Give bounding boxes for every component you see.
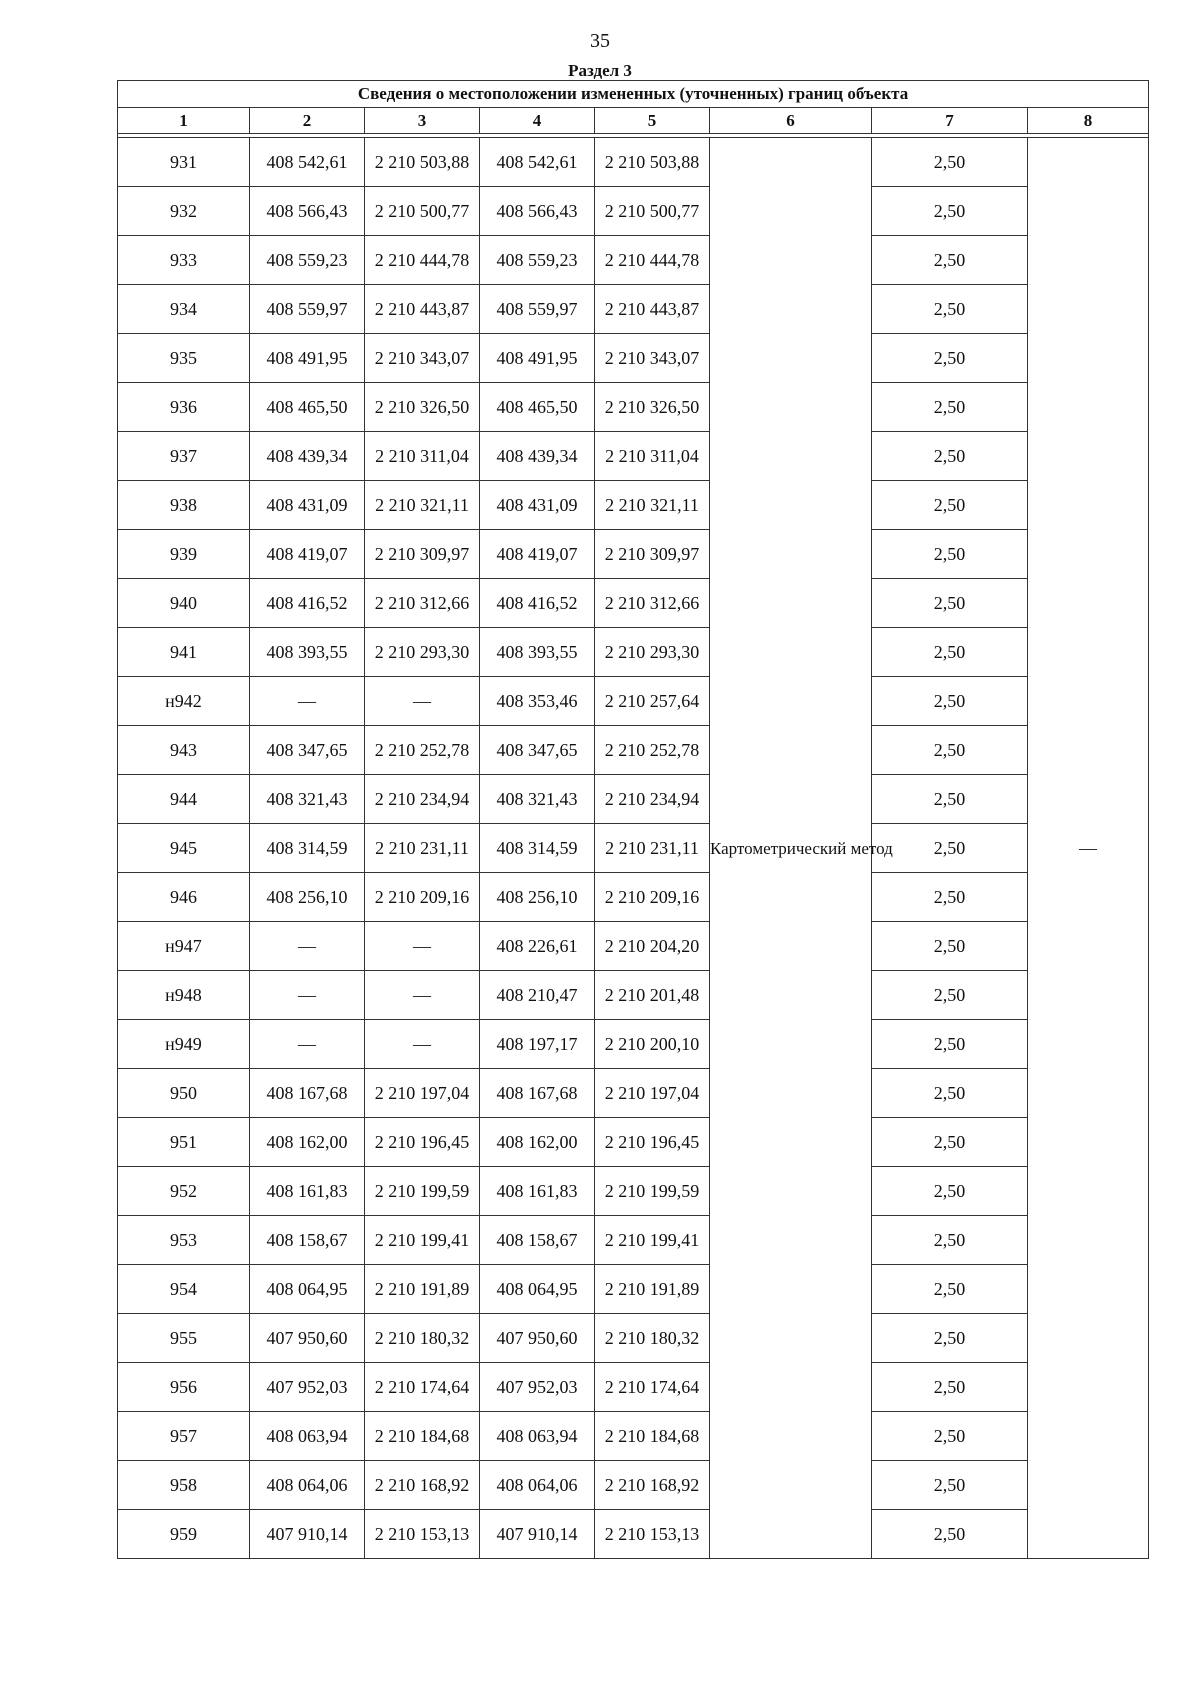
refined-y-cell: 2 210 204,20 — [595, 922, 710, 971]
point-number-cell: 958 — [118, 1461, 250, 1510]
page-number: 35 — [590, 30, 610, 52]
refined-y-cell: 2 210 200,10 — [595, 1020, 710, 1069]
accuracy-cell: 2,50 — [872, 1167, 1028, 1216]
table-row — [118, 1363, 1149, 1412]
column-header-1: 1 — [118, 108, 250, 134]
point-number-cell: 936 — [118, 383, 250, 432]
table-row — [118, 334, 1149, 383]
point-number-cell: 951 — [118, 1118, 250, 1167]
refined-y-cell: 2 210 321,11 — [595, 481, 710, 530]
accuracy-cell: 2,50 — [872, 1461, 1028, 1510]
existing-y-cell: 2 210 191,89 — [365, 1265, 480, 1314]
existing-x-cell: 408 559,23 — [250, 236, 365, 285]
existing-y-cell: 2 210 153,13 — [365, 1510, 480, 1559]
existing-x-cell: 408 314,59 — [250, 824, 365, 873]
point-number-cell: 946 — [118, 873, 250, 922]
existing-x-cell: — — [250, 677, 365, 726]
table-row — [118, 726, 1149, 775]
table-row — [118, 1461, 1149, 1510]
accuracy-cell: 2,50 — [872, 236, 1028, 285]
accuracy-cell: 2,50 — [872, 775, 1028, 824]
existing-y-cell: 2 210 184,68 — [365, 1412, 480, 1461]
accuracy-cell: 2,50 — [872, 1314, 1028, 1363]
refined-x-cell: 408 559,97 — [480, 285, 595, 334]
refined-y-cell: 2 210 174,64 — [595, 1363, 710, 1412]
existing-x-cell: 407 952,03 — [250, 1363, 365, 1412]
refined-x-cell: 408 353,46 — [480, 677, 595, 726]
existing-y-cell: 2 210 500,77 — [365, 187, 480, 236]
column-header-row — [118, 108, 1149, 134]
column-8-cell: — — [1028, 138, 1149, 1559]
table-row — [118, 628, 1149, 677]
accuracy-cell: 2,50 — [872, 530, 1028, 579]
refined-y-cell: 2 210 500,77 — [595, 187, 710, 236]
refined-y-cell: 2 210 503,88 — [595, 138, 710, 187]
refined-x-cell: 407 910,14 — [480, 1510, 595, 1559]
refined-x-cell: 408 162,00 — [480, 1118, 595, 1167]
boundary-coordinates-table — [117, 80, 1149, 1559]
existing-x-cell: — — [250, 922, 365, 971]
refined-x-cell: 408 064,06 — [480, 1461, 595, 1510]
existing-x-cell: — — [250, 971, 365, 1020]
point-number-cell: н949 — [118, 1020, 250, 1069]
table-row — [118, 481, 1149, 530]
accuracy-cell: 2,50 — [872, 971, 1028, 1020]
refined-y-cell: 2 210 201,48 — [595, 971, 710, 1020]
existing-x-cell: 407 910,14 — [250, 1510, 365, 1559]
existing-x-cell: 408 347,65 — [250, 726, 365, 775]
existing-y-cell: 2 210 326,50 — [365, 383, 480, 432]
refined-x-cell: 407 950,60 — [480, 1314, 595, 1363]
point-number-cell: 959 — [118, 1510, 250, 1559]
existing-y-cell: 2 210 312,66 — [365, 579, 480, 628]
refined-x-cell: 408 314,59 — [480, 824, 595, 873]
point-number-cell: 935 — [118, 334, 250, 383]
refined-x-cell: 408 465,50 — [480, 383, 595, 432]
refined-x-cell: 408 210,47 — [480, 971, 595, 1020]
point-number-cell: 954 — [118, 1265, 250, 1314]
existing-x-cell: 408 256,10 — [250, 873, 365, 922]
table-row — [118, 922, 1149, 971]
existing-x-cell: 408 063,94 — [250, 1412, 365, 1461]
refined-y-cell: 2 210 309,97 — [595, 530, 710, 579]
accuracy-cell: 2,50 — [872, 432, 1028, 481]
table-row — [118, 775, 1149, 824]
column-header-2: 2 — [250, 108, 365, 134]
existing-x-cell: 408 162,00 — [250, 1118, 365, 1167]
table-row — [118, 1412, 1149, 1461]
method-cell: Картометрический метод — [710, 138, 872, 1559]
point-number-cell: 944 — [118, 775, 250, 824]
refined-y-cell: 2 210 199,59 — [595, 1167, 710, 1216]
existing-y-cell: — — [365, 971, 480, 1020]
refined-y-cell: 2 210 184,68 — [595, 1412, 710, 1461]
refined-x-cell: 408 439,34 — [480, 432, 595, 481]
table-row — [118, 1167, 1149, 1216]
refined-x-cell: 408 566,43 — [480, 187, 595, 236]
existing-y-cell: 2 210 293,30 — [365, 628, 480, 677]
accuracy-cell: 2,50 — [872, 873, 1028, 922]
existing-x-cell: 408 491,95 — [250, 334, 365, 383]
existing-x-cell: 408 566,43 — [250, 187, 365, 236]
refined-x-cell: 408 393,55 — [480, 628, 595, 677]
existing-y-cell: 2 210 209,16 — [365, 873, 480, 922]
existing-x-cell: 407 950,60 — [250, 1314, 365, 1363]
point-number-cell: 933 — [118, 236, 250, 285]
refined-x-cell: 408 256,10 — [480, 873, 595, 922]
table-row — [118, 579, 1149, 628]
refined-x-cell: 407 952,03 — [480, 1363, 595, 1412]
accuracy-cell: 2,50 — [872, 334, 1028, 383]
point-number-cell: 945 — [118, 824, 250, 873]
refined-y-cell: 2 210 191,89 — [595, 1265, 710, 1314]
table-row — [118, 1510, 1149, 1559]
refined-x-cell: 408 321,43 — [480, 775, 595, 824]
refined-x-cell: 408 542,61 — [480, 138, 595, 187]
existing-x-cell: 408 158,67 — [250, 1216, 365, 1265]
point-number-cell: 939 — [118, 530, 250, 579]
accuracy-cell: 2,50 — [872, 824, 1028, 873]
refined-y-cell: 2 210 180,32 — [595, 1314, 710, 1363]
accuracy-cell: 2,50 — [872, 1412, 1028, 1461]
column-header-7: 7 — [872, 108, 1028, 134]
existing-x-cell: 408 542,61 — [250, 138, 365, 187]
refined-y-cell: 2 210 252,78 — [595, 726, 710, 775]
table-row — [118, 824, 1149, 873]
refined-x-cell: 408 197,17 — [480, 1020, 595, 1069]
accuracy-cell: 2,50 — [872, 383, 1028, 432]
refined-x-cell: 408 419,07 — [480, 530, 595, 579]
refined-y-cell: 2 210 231,11 — [595, 824, 710, 873]
point-number-cell: 932 — [118, 187, 250, 236]
refined-x-cell: 408 431,09 — [480, 481, 595, 530]
accuracy-cell: 2,50 — [872, 628, 1028, 677]
existing-y-cell: 2 210 234,94 — [365, 775, 480, 824]
refined-y-cell: 2 210 196,45 — [595, 1118, 710, 1167]
point-number-cell: 952 — [118, 1167, 250, 1216]
refined-x-cell: 408 226,61 — [480, 922, 595, 971]
column-header-5: 5 — [595, 108, 710, 134]
point-number-cell: 931 — [118, 138, 250, 187]
accuracy-cell: 2,50 — [872, 726, 1028, 775]
accuracy-cell: 2,50 — [872, 138, 1028, 187]
point-number-cell: н947 — [118, 922, 250, 971]
refined-x-cell: 408 064,95 — [480, 1265, 595, 1314]
refined-x-cell: 408 063,94 — [480, 1412, 595, 1461]
point-number-cell: 955 — [118, 1314, 250, 1363]
table-row — [118, 873, 1149, 922]
column-header-6: 6 — [710, 108, 872, 134]
point-number-cell: 953 — [118, 1216, 250, 1265]
table-row — [118, 1118, 1149, 1167]
point-number-cell: 956 — [118, 1363, 250, 1412]
existing-x-cell: 408 559,97 — [250, 285, 365, 334]
column-header-8: 8 — [1028, 108, 1149, 134]
existing-x-cell: 408 321,43 — [250, 775, 365, 824]
refined-x-cell: 408 347,65 — [480, 726, 595, 775]
existing-y-cell: 2 210 252,78 — [365, 726, 480, 775]
existing-y-cell: 2 210 168,92 — [365, 1461, 480, 1510]
accuracy-cell: 2,50 — [872, 1020, 1028, 1069]
accuracy-cell: 2,50 — [872, 1363, 1028, 1412]
existing-x-cell: 408 393,55 — [250, 628, 365, 677]
existing-y-cell: 2 210 309,97 — [365, 530, 480, 579]
refined-x-cell: 408 167,68 — [480, 1069, 595, 1118]
existing-x-cell: 408 064,06 — [250, 1461, 365, 1510]
existing-y-cell: — — [365, 677, 480, 726]
existing-x-cell: — — [250, 1020, 365, 1069]
refined-y-cell: 2 210 257,64 — [595, 677, 710, 726]
point-number-cell: 934 — [118, 285, 250, 334]
existing-y-cell: 2 210 196,45 — [365, 1118, 480, 1167]
table-caption: Сведения о местоположении измененных (уточненных) границ объекта — [118, 81, 1149, 108]
point-number-cell: 957 — [118, 1412, 250, 1461]
existing-x-cell: 408 465,50 — [250, 383, 365, 432]
existing-x-cell: 408 416,52 — [250, 579, 365, 628]
refined-y-cell: 2 210 343,07 — [595, 334, 710, 383]
existing-y-cell: 2 210 343,07 — [365, 334, 480, 383]
point-number-cell: 938 — [118, 481, 250, 530]
table-row — [118, 383, 1149, 432]
point-number-cell: н948 — [118, 971, 250, 1020]
existing-x-cell: 408 064,95 — [250, 1265, 365, 1314]
refined-y-cell: 2 210 326,50 — [595, 383, 710, 432]
table-row — [118, 677, 1149, 726]
existing-y-cell: 2 210 444,78 — [365, 236, 480, 285]
accuracy-cell: 2,50 — [872, 1216, 1028, 1265]
accuracy-cell: 2,50 — [872, 579, 1028, 628]
existing-y-cell: 2 210 180,32 — [365, 1314, 480, 1363]
refined-x-cell: 408 161,83 — [480, 1167, 595, 1216]
accuracy-cell: 2,50 — [872, 1510, 1028, 1559]
refined-y-cell: 2 210 311,04 — [595, 432, 710, 481]
table-row — [118, 1265, 1149, 1314]
point-number-cell: 940 — [118, 579, 250, 628]
table-row — [118, 187, 1149, 236]
point-number-cell: 943 — [118, 726, 250, 775]
existing-y-cell: 2 210 443,87 — [365, 285, 480, 334]
section-title: Раздел 3 — [568, 61, 632, 80]
existing-y-cell: 2 210 199,59 — [365, 1167, 480, 1216]
table-row — [118, 1216, 1149, 1265]
column-header-3: 3 — [365, 108, 480, 134]
existing-x-cell: 408 431,09 — [250, 481, 365, 530]
existing-y-cell: 2 210 197,04 — [365, 1069, 480, 1118]
table-row — [118, 1069, 1149, 1118]
point-number-cell: н942 — [118, 677, 250, 726]
refined-x-cell: 408 416,52 — [480, 579, 595, 628]
table-row — [118, 971, 1149, 1020]
existing-y-cell: 2 210 311,04 — [365, 432, 480, 481]
point-number-cell: 937 — [118, 432, 250, 481]
existing-x-cell: 408 167,68 — [250, 1069, 365, 1118]
refined-y-cell: 2 210 443,87 — [595, 285, 710, 334]
table-row — [118, 1020, 1149, 1069]
accuracy-cell: 2,50 — [872, 285, 1028, 334]
table-row — [118, 138, 1149, 187]
refined-y-cell: 2 210 293,30 — [595, 628, 710, 677]
accuracy-cell: 2,50 — [872, 481, 1028, 530]
refined-y-cell: 2 210 197,04 — [595, 1069, 710, 1118]
refined-y-cell: 2 210 153,13 — [595, 1510, 710, 1559]
column-header-4: 4 — [480, 108, 595, 134]
existing-y-cell: 2 210 199,41 — [365, 1216, 480, 1265]
refined-y-cell: 2 210 312,66 — [595, 579, 710, 628]
existing-x-cell: 408 439,34 — [250, 432, 365, 481]
accuracy-cell: 2,50 — [872, 187, 1028, 236]
refined-y-cell: 2 210 444,78 — [595, 236, 710, 285]
table-body — [118, 138, 1149, 1559]
accuracy-cell: 2,50 — [872, 677, 1028, 726]
existing-y-cell: 2 210 321,11 — [365, 481, 480, 530]
refined-y-cell: 2 210 234,94 — [595, 775, 710, 824]
refined-y-cell: 2 210 199,41 — [595, 1216, 710, 1265]
table-row — [118, 236, 1149, 285]
existing-y-cell: — — [365, 1020, 480, 1069]
existing-x-cell: 408 161,83 — [250, 1167, 365, 1216]
refined-y-cell: 2 210 209,16 — [595, 873, 710, 922]
refined-x-cell: 408 559,23 — [480, 236, 595, 285]
table-row — [118, 1314, 1149, 1363]
refined-x-cell: 408 491,95 — [480, 334, 595, 383]
table-row — [118, 530, 1149, 579]
accuracy-cell: 2,50 — [872, 1069, 1028, 1118]
point-number-cell: 950 — [118, 1069, 250, 1118]
existing-y-cell: 2 210 231,11 — [365, 824, 480, 873]
accuracy-cell: 2,50 — [872, 1265, 1028, 1314]
existing-y-cell: — — [365, 922, 480, 971]
refined-x-cell: 408 158,67 — [480, 1216, 595, 1265]
accuracy-cell: 2,50 — [872, 1118, 1028, 1167]
existing-y-cell: 2 210 174,64 — [365, 1363, 480, 1412]
existing-y-cell: 2 210 503,88 — [365, 138, 480, 187]
table-row — [118, 432, 1149, 481]
refined-y-cell: 2 210 168,92 — [595, 1461, 710, 1510]
point-number-cell: 941 — [118, 628, 250, 677]
existing-x-cell: 408 419,07 — [250, 530, 365, 579]
table-row — [118, 285, 1149, 334]
accuracy-cell: 2,50 — [872, 922, 1028, 971]
